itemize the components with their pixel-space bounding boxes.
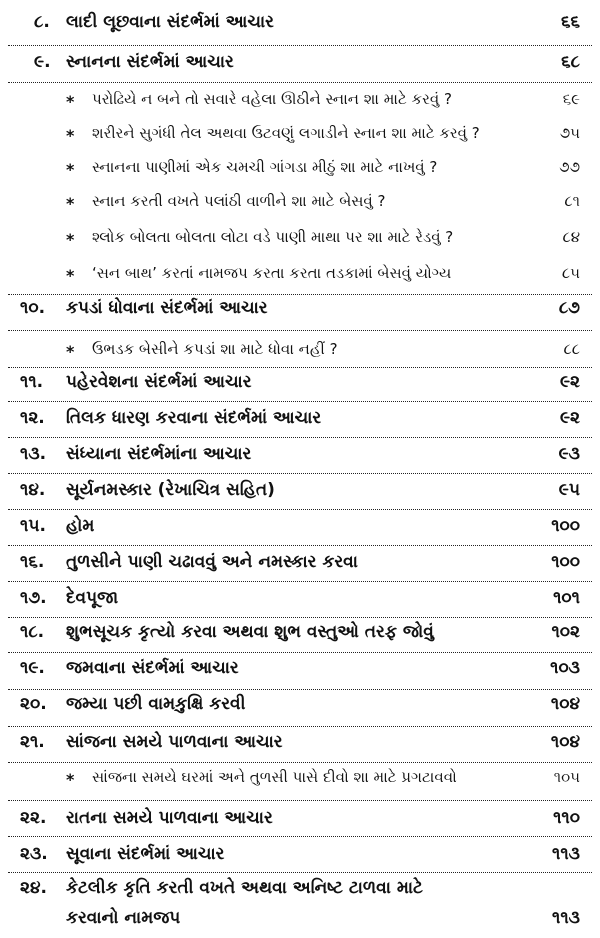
entry-number: ૧૬. [20, 552, 45, 572]
entry-number: ૧૨. [20, 408, 45, 428]
entry-number: ૧૯. [20, 658, 45, 678]
toc-entry [0, 552, 600, 580]
dotted-divider [8, 545, 592, 546]
entry-page-number: ૧૦૪ [550, 694, 580, 714]
entry-page-number: ૧૧૩ [552, 908, 580, 928]
subentry-page-number: ૮૮ [563, 340, 580, 358]
entry-page-number: ૧૦૦ [551, 552, 580, 572]
entry-number: ૨૪. [20, 878, 47, 898]
entry-number: ૧૪. [20, 480, 46, 500]
subentry-page-number: ૮૧ [564, 192, 580, 210]
toc-subentry [0, 338, 600, 366]
entry-title: સંધ્યાના સંદર્ભમાંના આચાર [66, 444, 252, 464]
bullet-icon: * [66, 770, 75, 789]
entry-title: રાતના સમયે પાળવાના આચાર [66, 808, 273, 828]
bullet-icon: * [66, 230, 75, 249]
entry-title: કેટલીક કૃતિ કરતી વખતે અથવા અનિષ્ટ ટાળવા માટે [66, 878, 423, 898]
entry-title: તુળસીને પાણી ચઢાવવું અને નમસ્કાર કરવા [66, 552, 358, 572]
dotted-divider [8, 437, 592, 438]
subentry-page-number: ૮૫ [561, 264, 580, 282]
toc-entry [0, 516, 600, 544]
subentry-title: ‘સન બાથ’ કરતાં નામજપ કરતા કરતા તડકામાં બેસવું યોગ્ય [92, 264, 452, 282]
toc-subentry [0, 766, 600, 794]
entry-title: સ્નાનના સંદર્ભમાં આચાર [66, 52, 234, 72]
entry-title-continued: કરવાનો નામજપ [66, 908, 181, 928]
subentry-title: શ્લોક બોલતા બોલતા લોટા વડે પાણી માથા પર શા માટે રેડવું ? [92, 228, 454, 246]
entry-title: સૂવાના સંદર્ભમાં આચાર [66, 844, 225, 864]
entry-title: લાદી લૂછવાના સંદર્ભમાં આચાર [66, 12, 274, 32]
dotted-divider [8, 581, 592, 582]
entry-number: ૨૨. [20, 808, 47, 828]
toc-entry [0, 808, 600, 836]
toc-entry [0, 622, 600, 650]
entry-title: હોમ [66, 516, 95, 536]
entry-title: પહેરવેશના સંદર્ભમાં આચાર [66, 372, 252, 392]
entry-page-number: ૧૦૦ [551, 516, 580, 536]
dotted-divider [8, 652, 592, 653]
toc-entry [0, 444, 600, 472]
entry-title: જમવાના સંદર્ભમાં આચાર [66, 658, 239, 678]
toc-entry [0, 878, 600, 928]
subentry-page-number: ૧૦૫ [553, 768, 580, 786]
dotted-divider [8, 509, 592, 510]
entry-title: કપડાં ધોવાના સંદર્ભમાં આચાર [66, 298, 268, 318]
bullet-icon: * [66, 342, 75, 361]
bullet-icon: * [66, 160, 75, 179]
toc-subentry [0, 88, 600, 116]
dotted-divider [8, 294, 592, 295]
entry-page-number: ૯૨ [559, 372, 580, 392]
dotted-divider [8, 401, 592, 402]
entry-number: ૨૩. [20, 844, 48, 864]
entry-number: ૧૫. [20, 516, 46, 536]
dotted-divider [8, 473, 592, 474]
bullet-icon: * [66, 126, 75, 145]
toc-subentry [0, 156, 600, 184]
dotted-divider [8, 836, 592, 837]
toc-entry [0, 298, 600, 326]
toc-entry [0, 732, 600, 760]
toc-entry [0, 844, 600, 872]
entry-title: દેવપૂજા [66, 588, 119, 608]
entry-number: ૨૦. [20, 694, 47, 714]
toc-subentry [0, 226, 600, 254]
toc-entry [0, 372, 600, 400]
subentry-page-number: ૭૭ [559, 158, 580, 176]
subentry-title: ઉભડક બેસીને કપડાં શા માટે ધોવા નહીં ? [92, 340, 338, 358]
entry-title: સૂર્યનમસ્કાર (રેખાચિત્ર સહિત) [66, 480, 275, 500]
bullet-icon: * [66, 266, 75, 285]
dotted-divider [8, 330, 592, 331]
subentry-title: સ્નાનના પાણીમાં એક ચમચી ગાંગડા મીઠું શા માટે નાખવું ? [92, 158, 438, 176]
entry-number: ૧૦. [20, 298, 46, 318]
subentry-page-number: ૬૯ [562, 90, 580, 108]
entry-page-number: ૬૬ [560, 12, 580, 32]
dotted-divider [8, 800, 592, 801]
dotted-divider [8, 367, 592, 368]
entry-page-number: ૮૭ [558, 298, 580, 318]
bullet-icon: * [66, 194, 75, 213]
toc-subentry [0, 190, 600, 218]
subentry-page-number: ૭૫ [559, 124, 580, 142]
entry-page-number: ૯૫ [558, 480, 580, 500]
entry-page-number: ૯૩ [558, 444, 580, 464]
entry-number: ૧૧. [20, 372, 44, 392]
entry-number: ૨૧. [20, 732, 45, 752]
entry-number: ૯. [34, 52, 51, 72]
subentry-title: પરોઢિયે ન બને તો સવારે વહેલા ઊઠીને સ્નાન શા માટે કરવું ? [92, 90, 452, 108]
entry-page-number: ૧૧૦ [553, 808, 580, 828]
dotted-divider [8, 45, 592, 46]
dotted-divider [8, 82, 592, 83]
entry-page-number: ૬૮ [561, 52, 580, 72]
toc-entry [0, 694, 600, 722]
dotted-divider [8, 726, 592, 727]
entry-title: સાંજના સમયે પાળવાના આચાર [66, 732, 283, 752]
entry-number: ૧૮. [20, 622, 45, 642]
toc-entry [0, 52, 600, 80]
subentry-title: સાંજના સમયે ઘરમાં અને તુળસી પાસે દીવો શા માટે પ્રગટાવવો [92, 768, 457, 786]
entry-number: ૧૭. [20, 588, 47, 608]
subentry-page-number: ૮૪ [562, 228, 580, 246]
toc-entry [0, 408, 600, 436]
entry-title: શુભસૂચક કૃત્યો કરવા અથવા શુભ વસ્તુઓ તરફ જોવું [66, 622, 434, 642]
toc-entry [0, 12, 600, 40]
toc-entry [0, 658, 600, 686]
entry-title: જમ્યા પછી વામકુક્ષિ કરવી [66, 694, 246, 714]
toc-entry [0, 588, 600, 616]
subentry-title: સ્નાન કરતી વખતે પલાંઠી વાળીને શા માટે બેસવું ? [92, 192, 386, 210]
toc-entry [0, 480, 600, 508]
dotted-divider [8, 689, 592, 690]
entry-page-number: ૯૨ [559, 408, 580, 428]
dotted-divider [8, 872, 592, 873]
entry-page-number: ૧૦૧ [553, 588, 580, 608]
entry-page-number: ૧૧૩ [552, 844, 580, 864]
entry-page-number: ૧૦૨ [551, 622, 580, 642]
entry-page-number: ૧૦૪ [550, 732, 580, 752]
entry-page-number: ૧૦૩ [550, 658, 580, 678]
dotted-divider [8, 617, 592, 618]
entry-title: તિલક ધારણ કરવાના સંદર્ભમાં આચાર [66, 408, 322, 428]
entry-number: ૧૩. [20, 444, 47, 464]
bullet-icon: * [66, 92, 75, 111]
toc-subentry [0, 262, 600, 290]
subentry-title: શરીરને સુગંધી તેલ અથવા ઉટવણું લગાડીને સ્નાન શા માટે કરવું ? [92, 124, 480, 142]
toc-subentry [0, 122, 600, 150]
entry-number: ૮. [34, 12, 50, 32]
dotted-divider [8, 762, 592, 763]
